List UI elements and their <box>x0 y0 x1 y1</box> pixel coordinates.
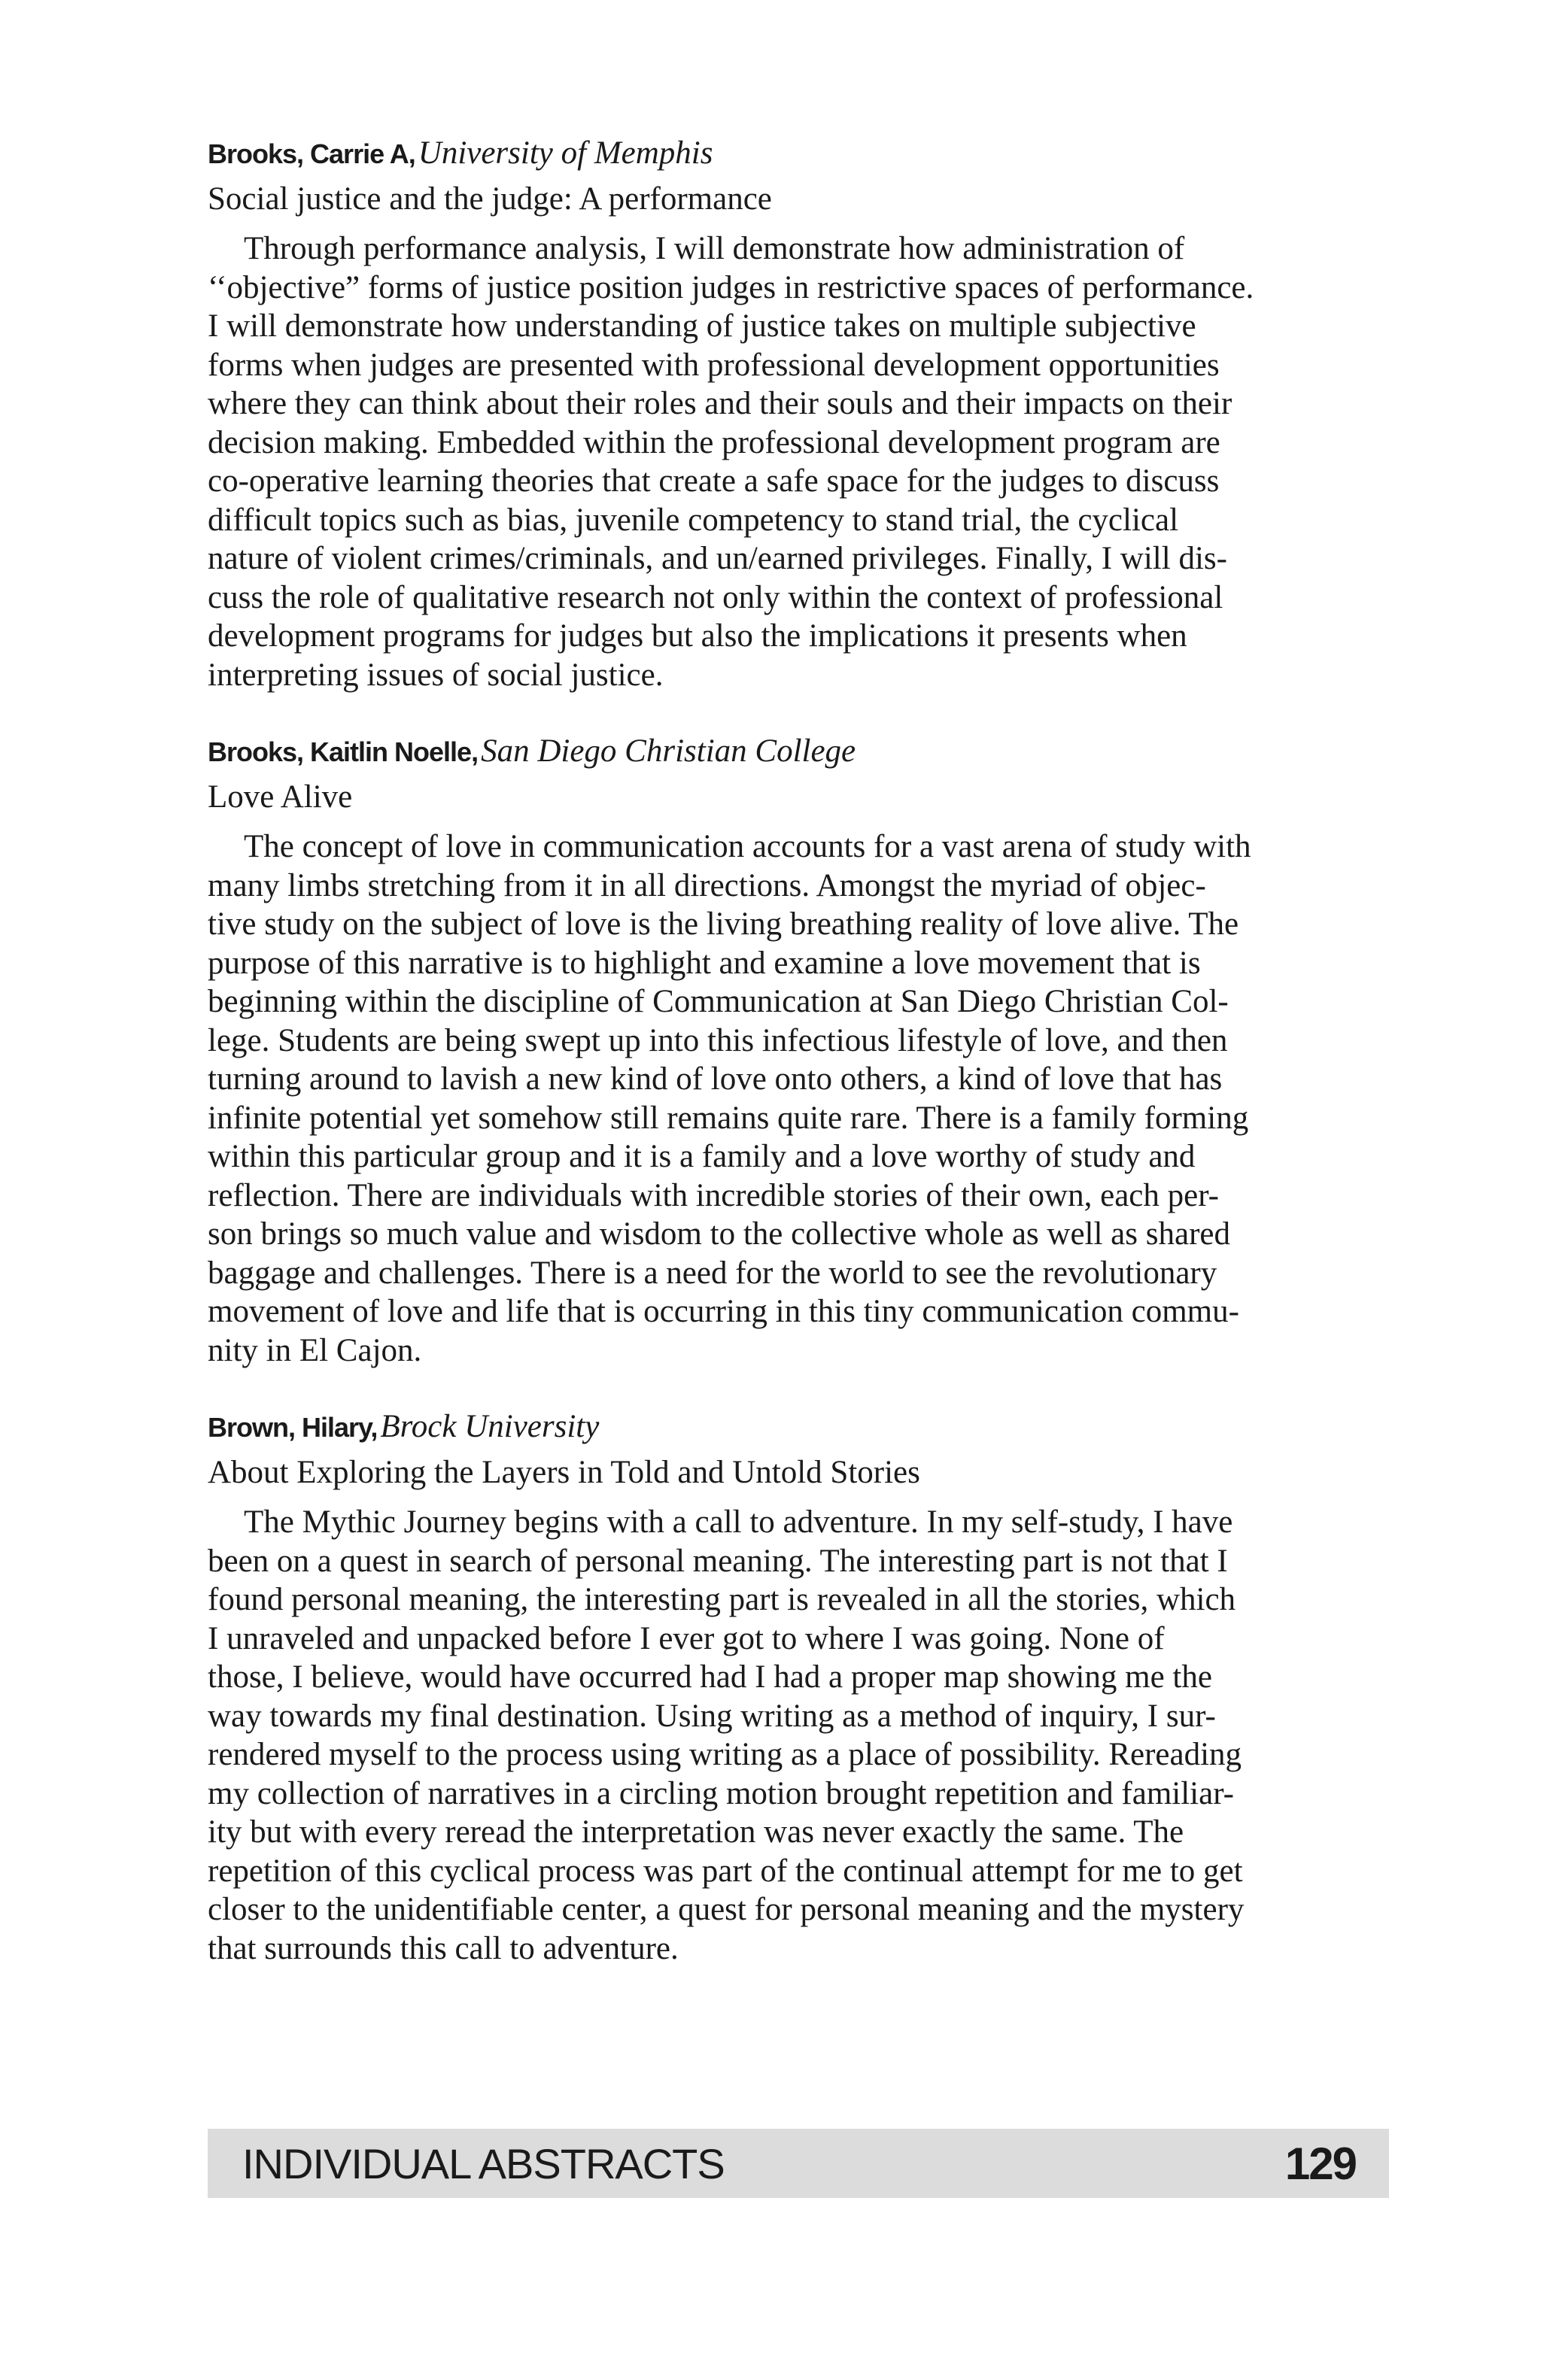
abstract-text: The concept of love in communication accounts for a vast arena of study with many limbs stretching from it in all directions. Amongst the myriad of objec- tive study on the subject of love is the living breathing reality of love alive. The purpose of this narrative is to highlight and examine a love movement that is beginning within the discipline of Communication at San Diego Christian Col- lege. Students are being swept up into this infectious lifestyle of love, and then turning around to lavish a new kind of love onto others, a kind of love that has infinite potential yet somehow still remains quite rare. There is a family forming within this particular group and it is a family and a love worthy of study and reflection. There are individuals with incredible stories of their own, each per- son brings so much value and wisdom to the collective whole as well as shared baggage and challenges. There is a need for the world to see the revolutionary movement of love and life that is occurring in this tiny communication commu- nity in El Cajon. <box>208 829 1251 1368</box>
abstract-text: Through performance analysis, I will demonstrate how administration of ‘‘objective” forms of justice position judges in restrictive spaces of performance. I will demonstrate how understanding of justice takes on multiple subjective forms when judges are presented with professional development opportunities where they can think about their roles and their souls and their impacts on their decision making. Embedded within the professional development program are co-operative learning theories that create a safe space for the judges to discuss difficult topics such as bias, juvenile competency to stand trial, the cyclical nature of violent crimes/criminals, and un/earned privileges. Finally, I will dis- cuss the role of qualitative research not only within the context of professional development programs for judges but also the implications it presents when interpreting issues of social justice. <box>208 231 1254 693</box>
abstract-entry <box>208 1407 1389 1968</box>
abstract-text: The Mythic Journey begins with a call to adventure. In my self-study, I have been on a quest in search of personal meaning. The interesting part is not that I found personal meaning, the interesting part is revealed in all the stories, which I unraveled and unpacked before I ever got to where I was going. None of those, I believe, would have occurred had I had a proper map showing me the way towards my final destination. Using writing as a method of inquiry, I sur- rendered myself to the process using writing as a place of possibility. Rereading my collection of narratives in a circling motion brought repetition and familiar- ity but with every reread the interpretation was never exactly the same. The repetition of this cyclical process was part of the continual attempt for me to get closer to the unidentifiable center, a quest for personal meaning and the mystery that surrounds this call to adventure. <box>208 1504 1245 1966</box>
author-name: Brooks, Carrie A, <box>208 138 415 169</box>
author-name: Brooks, Kaitlin Noelle, <box>208 736 479 767</box>
abstract-entry <box>208 732 1389 1370</box>
author-affiliation: San Diego Christian College <box>481 733 856 769</box>
abstract-title: About Exploring the Layers in Told and Untold Stories <box>208 1455 920 1490</box>
author-name: Brown, Hilary, <box>208 1412 378 1443</box>
entry-heading <box>208 1407 1389 1453</box>
author-affiliation: Brock University <box>380 1409 600 1444</box>
entry-heading <box>208 134 1389 180</box>
abstract-title: Social justice and the judge: A performance <box>208 181 772 217</box>
abstracts-page <box>208 134 1389 2005</box>
page-number: 129 <box>1284 2138 1356 2189</box>
page-footer <box>208 2129 1389 2198</box>
section-label: INDIVIDUAL ABSTRACTS <box>242 2139 725 2187</box>
entry-heading <box>208 732 1389 778</box>
abstract-entry <box>208 134 1389 694</box>
abstract-title: Love Alive <box>208 779 353 815</box>
author-affiliation: University of Memphis <box>418 135 713 171</box>
